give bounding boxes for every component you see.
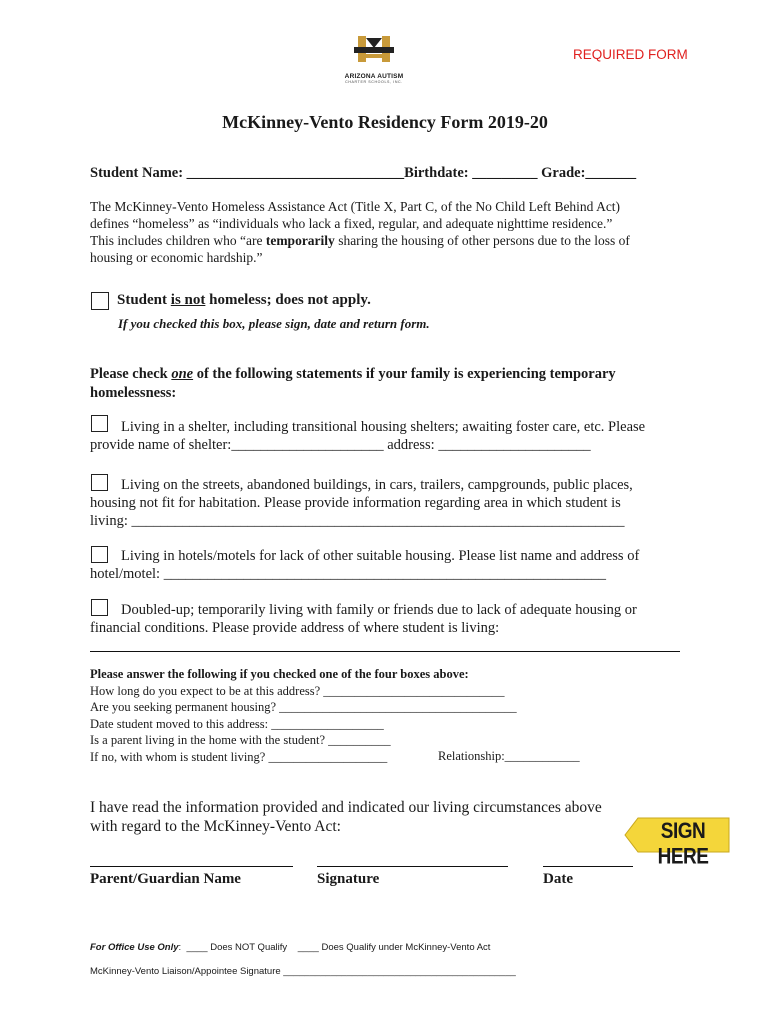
move-date-question[interactable]: Date student moved to this address: __________________ xyxy=(90,716,384,731)
sign-here-label: SIGN HERE xyxy=(657,819,709,870)
page-title: McKinney-Vento Residency Form 2019-20 xyxy=(222,112,548,132)
streets-area-field[interactable]: living: ____________________________________________________________________ xyxy=(90,513,625,529)
check-one-heading: Please check one of the following statements if your family is experiencing temporary homelessness: xyxy=(90,366,616,401)
does-not-qualify-field[interactable]: ____ Does NOT Qualify xyxy=(186,942,288,953)
relationship-field[interactable]: Relationship:____________ xyxy=(438,749,580,763)
signature-line[interactable] xyxy=(317,866,508,867)
shelter-option-text: Living in a shelter, including transitional housing shelters; awaiting foster care, etc. Please provide name of shelter:_____________________ address: _____________________ xyxy=(90,419,646,453)
permanent-housing-question[interactable]: Are you seeking permanent housing? ______________________________________ xyxy=(90,700,517,714)
liaison-signature-field[interactable]: McKinney-Vento Liaison/Appointee Signature ____________________________________________ xyxy=(90,966,516,977)
logo-name: ARIZONA AUTISM xyxy=(344,73,404,80)
parent-living-question[interactable]: Is a parent living in the home with the student? __________ xyxy=(90,733,391,747)
not-homeless-checkbox[interactable] xyxy=(91,292,109,310)
student-info-line xyxy=(90,165,636,182)
signature-label: Signature xyxy=(317,871,380,887)
intro-line: The McKinney-Vento Homeless Assistance Act (Title X, Part C, of the No Child Left Behind Act) xyxy=(90,199,621,214)
school-logo xyxy=(336,34,412,84)
birthdate-field[interactable]: _________ xyxy=(472,165,538,181)
student-name-field[interactable]: ______________________________ xyxy=(186,165,405,181)
living-with-question[interactable]: If no, with whom is student living? ___________________ xyxy=(90,749,388,764)
hotel-option-text: Living in hotels/motels for lack of other suitable housing. Please list name and address of hotel/motel: _____________________________________________________________ xyxy=(90,548,640,582)
doubled-up-option-text: Doubled-up; temporarily living with family or friends due to lack of adequate housing or financial conditions. Please provide address of where student is living: xyxy=(90,602,637,636)
not-homeless-note: If you checked this box, please sign, date and return form. xyxy=(118,316,430,331)
required-form-label: REQUIRED FORM xyxy=(573,47,688,62)
followup-heading: Please answer the following if you checked one of the four boxes above: xyxy=(90,667,469,681)
logo-emblem-icon xyxy=(336,34,412,68)
intro-paragraph xyxy=(90,198,630,266)
not-homeless-label: Student is not homeless; does not apply. xyxy=(117,292,371,308)
hotel-name-field[interactable]: hotel/motel: _____________________________________________________________ xyxy=(90,566,606,582)
streets-option-text: Living on the streets, abandoned buildings, in cars, trailers, campgrounds, public places, housing not fit for habitation. Please provide information regarding area in which student is living: ____________________________________________________________________ xyxy=(90,477,633,529)
sign-here-arrow xyxy=(624,817,730,870)
intro-line: housing or economic hardship.” xyxy=(90,250,263,265)
office-use-label: For Office Use Only xyxy=(90,942,179,953)
logo-subtitle: CHARTER SCHOOLS, INC. xyxy=(345,80,403,84)
intro-line: This includes children who “are temporarily sharing the housing of other persons due to the loss of xyxy=(90,233,630,248)
intro-line: defines “homeless” as “individuals who lack a fixed, regular, and adequate nighttime residence.” xyxy=(90,216,613,231)
student-name-label: Student Name: xyxy=(90,165,187,181)
office-use-line: For Office Use Only: ____ Does NOT Qualify ____ Does Qualify under McKinney-Vento Act xyxy=(90,942,491,953)
parent-name-line[interactable] xyxy=(90,866,293,867)
duration-question[interactable]: How long do you expect to be at this address? _____________________________ xyxy=(90,683,505,698)
birthdate-label: Birthdate: xyxy=(404,165,473,181)
shelter-name-field[interactable]: provide name of shelter:_____________________ address: _____________________ xyxy=(90,437,591,453)
does-qualify-field[interactable]: ____ Does Qualify under McKinney-Vento Act xyxy=(297,942,491,953)
doubled-up-address-field[interactable] xyxy=(90,651,680,652)
date-label: Date xyxy=(543,871,573,887)
parent-name-label: Parent/Guardian Name xyxy=(90,871,241,887)
grade-label: Grade: xyxy=(537,165,586,181)
date-line[interactable] xyxy=(543,866,633,867)
grade-field[interactable]: _______ xyxy=(585,165,637,181)
attestation-text: I have read the information provided and indicated our living circumstances above with regard to the McKinney-Vento Act: xyxy=(90,799,602,835)
